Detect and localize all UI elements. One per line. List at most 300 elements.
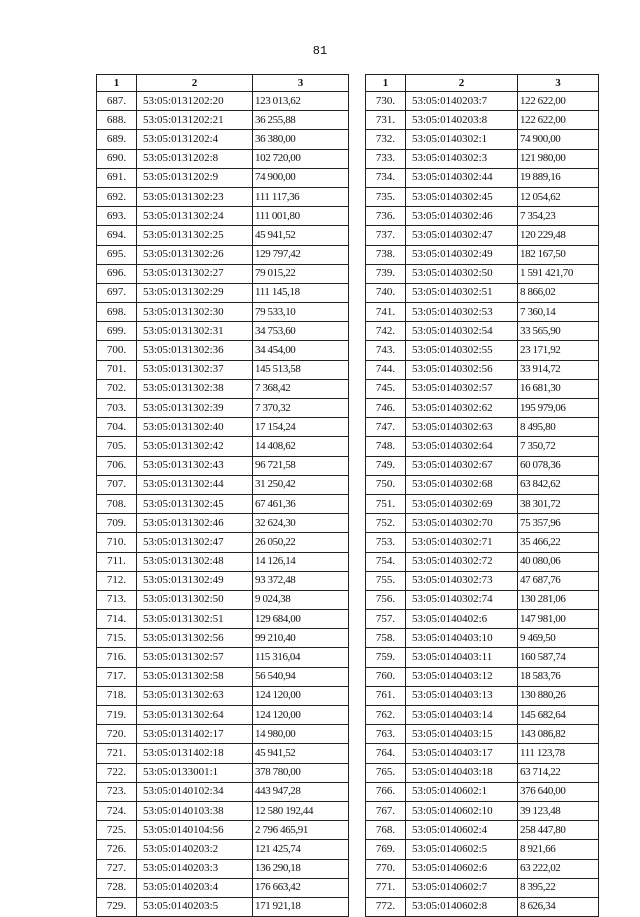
cadastral-number: 53:05:0140203:4	[137, 878, 253, 897]
cadastral-number: 53:05:0140403:18	[406, 763, 518, 782]
table-row	[366, 821, 599, 840]
row-number: 707.	[97, 475, 137, 494]
row-number: 718.	[97, 686, 137, 705]
cadastral-number: 53:05:0131302:46	[137, 514, 253, 533]
table-row	[366, 303, 599, 322]
table-row	[97, 552, 349, 571]
cadastral-number: 53:05:0140403:13	[406, 686, 518, 705]
cost-value: 18 583,76	[518, 667, 599, 686]
row-number: 754.	[366, 552, 406, 571]
cadastral-number: 53:05:0131302:49	[137, 571, 253, 590]
table-row	[366, 725, 599, 744]
table-row	[97, 111, 349, 130]
cost-value: 60 078,36	[518, 456, 599, 475]
cost-value: 17 154,24	[253, 418, 349, 437]
row-number: 704.	[97, 418, 137, 437]
cost-value: 34 753,60	[253, 322, 349, 341]
row-number: 687.	[97, 92, 137, 111]
cost-value: 145 513,58	[253, 360, 349, 379]
cost-value: 47 687,76	[518, 571, 599, 590]
row-number: 755.	[366, 571, 406, 590]
row-number: 716.	[97, 648, 137, 667]
cadastral-number: 53:05:0140302:68	[406, 475, 518, 494]
row-number: 735.	[366, 187, 406, 206]
header-row	[97, 75, 349, 92]
cadastral-number: 53:05:0140102:34	[137, 782, 253, 801]
cadastral-number: 53:05:0131302:48	[137, 552, 253, 571]
cadastral-number: 53:05:0140104:56	[137, 821, 253, 840]
cadastral-number: 53:05:0140302:72	[406, 552, 518, 571]
table-row	[366, 552, 599, 571]
row-number: 714.	[97, 610, 137, 629]
table-row	[366, 187, 599, 206]
cadastral-number: 53:05:0131302:58	[137, 667, 253, 686]
cadastral-number: 53:05:0140302:64	[406, 437, 518, 456]
cost-value: 145 682,64	[518, 706, 599, 725]
table-row	[366, 379, 599, 398]
table-row	[366, 130, 599, 149]
row-number: 734.	[366, 168, 406, 187]
table-row	[97, 360, 349, 379]
header-col-2: 2	[406, 75, 518, 92]
cost-value: 33 565,90	[518, 322, 599, 341]
table-row	[97, 533, 349, 552]
cadastral-number: 53:05:0131402:17	[137, 725, 253, 744]
table-row	[366, 149, 599, 168]
cadastral-number: 53:05:0140302:69	[406, 494, 518, 513]
row-number: 728.	[97, 878, 137, 897]
cost-value: 12 580 192,44	[253, 801, 349, 820]
cadastral-number: 53:05:0140302:46	[406, 207, 518, 226]
cadastral-number: 53:05:0140302:74	[406, 590, 518, 609]
row-number: 761.	[366, 686, 406, 705]
row-number: 731.	[366, 111, 406, 130]
cost-value: 111 123,78	[518, 744, 599, 763]
cadastral-number: 53:05:0140602:7	[406, 878, 518, 897]
table-row	[366, 590, 599, 609]
cadastral-number: 53:05:0131302:31	[137, 322, 253, 341]
cadastral-number: 53:05:0140302:73	[406, 571, 518, 590]
cadastral-number: 53:05:0131302:25	[137, 226, 253, 245]
row-number: 710.	[97, 533, 137, 552]
row-number: 730.	[366, 92, 406, 111]
table-row	[97, 92, 349, 111]
row-number: 690.	[97, 149, 137, 168]
cadastral-number: 53:05:0131302:44	[137, 475, 253, 494]
cost-value: 74 900,00	[518, 130, 599, 149]
row-number: 699.	[97, 322, 137, 341]
cadastral-number: 53:05:0140302:57	[406, 379, 518, 398]
cadastral-number: 53:05:0140203:5	[137, 897, 253, 916]
table-row	[366, 648, 599, 667]
row-number: 692.	[97, 187, 137, 206]
cost-value: 75 357,96	[518, 514, 599, 533]
cadastral-number: 53:05:0140302:47	[406, 226, 518, 245]
cost-value: 36 380,00	[253, 130, 349, 149]
table-row	[97, 475, 349, 494]
table-row	[97, 686, 349, 705]
cadastral-number: 53:05:0131202:20	[137, 92, 253, 111]
table-row	[366, 456, 599, 475]
cadastral-number: 53:05:0140602:10	[406, 801, 518, 820]
row-number: 764.	[366, 744, 406, 763]
row-number: 748.	[366, 437, 406, 456]
row-number: 693.	[97, 207, 137, 226]
cost-value: 7 354,23	[518, 207, 599, 226]
table-row	[97, 264, 349, 283]
cadastral-number: 53:05:0131302:43	[137, 456, 253, 475]
row-number: 768.	[366, 821, 406, 840]
table-row	[366, 744, 599, 763]
cost-value: 123 013,62	[253, 92, 349, 111]
cost-value: 115 316,04	[253, 648, 349, 667]
table-row	[97, 610, 349, 629]
header-col-3: 3	[518, 75, 599, 92]
cost-value: 160 587,74	[518, 648, 599, 667]
cost-value: 45 941,52	[253, 744, 349, 763]
cadastral-number: 53:05:0140302:55	[406, 341, 518, 360]
cost-value: 40 080,06	[518, 552, 599, 571]
header-col-2: 2	[137, 75, 253, 92]
row-number: 772.	[366, 897, 406, 916]
cost-value: 120 229,48	[518, 226, 599, 245]
cadastral-number: 53:05:0140203:2	[137, 840, 253, 859]
row-number: 758.	[366, 629, 406, 648]
row-number: 740.	[366, 283, 406, 302]
row-number: 701.	[97, 360, 137, 379]
cadastral-number: 53:05:0140302:71	[406, 533, 518, 552]
header-col-1: 1	[366, 75, 406, 92]
cost-value: 130 281,06	[518, 590, 599, 609]
cadastral-number: 53:05:0140403:14	[406, 706, 518, 725]
row-number: 746.	[366, 399, 406, 418]
cost-value: 122 622,00	[518, 92, 599, 111]
cadastral-number: 53:05:0140602:6	[406, 859, 518, 878]
row-number: 759.	[366, 648, 406, 667]
row-number: 703.	[97, 399, 137, 418]
cadastral-number: 53:05:0131302:39	[137, 399, 253, 418]
row-number: 760.	[366, 667, 406, 686]
table-row	[366, 360, 599, 379]
row-number: 721.	[97, 744, 137, 763]
table-row	[366, 840, 599, 859]
cadastral-number: 53:05:0131302:26	[137, 245, 253, 264]
cost-value: 38 301,72	[518, 494, 599, 513]
row-number: 767.	[366, 801, 406, 820]
table-row	[366, 245, 599, 264]
row-number: 713.	[97, 590, 137, 609]
table-row	[366, 571, 599, 590]
row-number: 744.	[366, 360, 406, 379]
row-number: 688.	[97, 111, 137, 130]
table-row	[97, 187, 349, 206]
cost-value: 99 210,40	[253, 629, 349, 648]
cadastral-number: 53:05:0140302:54	[406, 322, 518, 341]
cost-value: 93 372,48	[253, 571, 349, 590]
table-row	[97, 590, 349, 609]
cost-value: 96 721,58	[253, 456, 349, 475]
cost-value: 35 466,22	[518, 533, 599, 552]
row-number: 694.	[97, 226, 137, 245]
row-number: 745.	[366, 379, 406, 398]
row-number: 712.	[97, 571, 137, 590]
row-number: 756.	[366, 590, 406, 609]
cost-value: 63 842,62	[518, 475, 599, 494]
table-row	[97, 648, 349, 667]
row-number: 717.	[97, 667, 137, 686]
table-row	[366, 859, 599, 878]
row-number: 719.	[97, 706, 137, 725]
cadastral-number: 53:05:0131302:57	[137, 648, 253, 667]
row-number: 765.	[366, 763, 406, 782]
row-number: 727.	[97, 859, 137, 878]
cost-value: 67 461,36	[253, 494, 349, 513]
cost-value: 8 866,02	[518, 283, 599, 302]
cost-value: 129 684,00	[253, 610, 349, 629]
table-row	[366, 494, 599, 513]
cadastral-number: 53:05:0140203:8	[406, 111, 518, 130]
cost-value: 14 408,62	[253, 437, 349, 456]
cost-value: 9 024,38	[253, 590, 349, 609]
row-number: 723.	[97, 782, 137, 801]
cadastral-number: 53:05:0131302:40	[137, 418, 253, 437]
cost-value: 8 395,22	[518, 878, 599, 897]
row-number: 715.	[97, 629, 137, 648]
table-row	[97, 821, 349, 840]
page-number: 81	[312, 44, 328, 58]
cost-value: 122 622,00	[518, 111, 599, 130]
table-row	[366, 801, 599, 820]
header-row	[366, 75, 599, 92]
table-row	[97, 629, 349, 648]
table-row	[366, 514, 599, 533]
table-row	[366, 437, 599, 456]
table-row	[97, 706, 349, 725]
cadastral-number: 53:05:0140403:17	[406, 744, 518, 763]
table-row	[97, 571, 349, 590]
cost-value: 129 797,42	[253, 245, 349, 264]
cost-value: 23 171,92	[518, 341, 599, 360]
row-number: 739.	[366, 264, 406, 283]
row-number: 732.	[366, 130, 406, 149]
cadastral-number: 53:05:0131202:4	[137, 130, 253, 149]
cost-value: 7 350,72	[518, 437, 599, 456]
row-number: 706.	[97, 456, 137, 475]
row-number: 769.	[366, 840, 406, 859]
row-number: 751.	[366, 494, 406, 513]
cost-value: 45 941,52	[253, 226, 349, 245]
cost-value: 32 624,30	[253, 514, 349, 533]
row-number: 725.	[97, 821, 137, 840]
cadastral-number: 53:05:0140302:56	[406, 360, 518, 379]
table-row	[366, 629, 599, 648]
row-number: 691.	[97, 168, 137, 187]
row-number: 697.	[97, 283, 137, 302]
cost-value: 147 981,00	[518, 610, 599, 629]
table-row	[97, 514, 349, 533]
table-row	[366, 533, 599, 552]
row-number: 705.	[97, 437, 137, 456]
cadastral-number: 53:05:0140403:15	[406, 725, 518, 744]
table-row	[97, 379, 349, 398]
cost-value: 8 495,80	[518, 418, 599, 437]
cost-value: 7 368,42	[253, 379, 349, 398]
right-table	[365, 74, 599, 917]
row-number: 743.	[366, 341, 406, 360]
cadastral-number: 53:05:0140302:49	[406, 245, 518, 264]
cost-value: 74 900,00	[253, 168, 349, 187]
cost-value: 7 360,14	[518, 303, 599, 322]
cost-value: 39 123,48	[518, 801, 599, 820]
table-row	[97, 859, 349, 878]
cadastral-number: 53:05:0140602:5	[406, 840, 518, 859]
table-row	[366, 283, 599, 302]
cost-value: 79 533,10	[253, 303, 349, 322]
table-row	[97, 322, 349, 341]
table-row	[97, 667, 349, 686]
cost-value: 79 015,22	[253, 264, 349, 283]
row-number: 766.	[366, 782, 406, 801]
row-number: 729.	[97, 897, 137, 916]
cadastral-number: 53:05:0140402:6	[406, 610, 518, 629]
row-number: 749.	[366, 456, 406, 475]
cost-value: 124 120,00	[253, 686, 349, 705]
header-col-1: 1	[97, 75, 137, 92]
cadastral-number: 53:05:0131302:27	[137, 264, 253, 283]
table-row	[366, 782, 599, 801]
cadastral-number: 53:05:0140302:67	[406, 456, 518, 475]
cost-value: 102 720,00	[253, 149, 349, 168]
row-number: 757.	[366, 610, 406, 629]
cadastral-number: 53:05:0131302:23	[137, 187, 253, 206]
cost-value: 14 980,00	[253, 725, 349, 744]
cost-value: 124 120,00	[253, 706, 349, 725]
cadastral-number: 53:05:0140403:11	[406, 648, 518, 667]
table-row	[97, 149, 349, 168]
header-col-3: 3	[253, 75, 349, 92]
cadastral-number: 53:05:0131302:24	[137, 207, 253, 226]
table-row	[366, 667, 599, 686]
cadastral-number: 53:05:0140302:44	[406, 168, 518, 187]
cost-value: 182 167,50	[518, 245, 599, 264]
cost-value: 34 454,00	[253, 341, 349, 360]
table-row	[366, 168, 599, 187]
cost-value: 9 469,50	[518, 629, 599, 648]
row-number: 770.	[366, 859, 406, 878]
cadastral-number: 53:05:0140203:7	[406, 92, 518, 111]
cost-value: 19 889,16	[518, 168, 599, 187]
table-row	[97, 303, 349, 322]
cost-value: 121 980,00	[518, 149, 599, 168]
row-number: 726.	[97, 840, 137, 859]
table-row	[97, 897, 349, 916]
left-table-body	[97, 92, 349, 917]
table-row	[366, 878, 599, 897]
row-number: 720.	[97, 725, 137, 744]
cost-value: 195 979,06	[518, 399, 599, 418]
row-number: 736.	[366, 207, 406, 226]
cost-value: 111 117,36	[253, 187, 349, 206]
cadastral-number: 53:05:0131402:18	[137, 744, 253, 763]
cost-value: 258 447,80	[518, 821, 599, 840]
row-number: 733.	[366, 149, 406, 168]
table-row	[97, 399, 349, 418]
cadastral-number: 53:05:0140302:50	[406, 264, 518, 283]
row-number: 724.	[97, 801, 137, 820]
table-row	[366, 706, 599, 725]
cost-value: 378 780,00	[253, 763, 349, 782]
cost-value: 56 540,94	[253, 667, 349, 686]
table-row	[97, 744, 349, 763]
cost-value: 26 050,22	[253, 533, 349, 552]
cadastral-number: 53:05:0140302:1	[406, 130, 518, 149]
cadastral-number: 53:05:0131302:36	[137, 341, 253, 360]
cadastral-number: 53:05:0131302:37	[137, 360, 253, 379]
table-row	[97, 840, 349, 859]
cost-value: 12 054,62	[518, 187, 599, 206]
cost-value: 443 947,28	[253, 782, 349, 801]
table-row	[97, 763, 349, 782]
cadastral-number: 53:05:0131202:21	[137, 111, 253, 130]
cadastral-number: 53:05:0131302:47	[137, 533, 253, 552]
table-row	[366, 111, 599, 130]
cost-value: 36 255,88	[253, 111, 349, 130]
cadastral-number: 53:05:0140602:8	[406, 897, 518, 916]
cadastral-number: 53:05:0140302:63	[406, 418, 518, 437]
table-row	[97, 418, 349, 437]
table-row	[97, 725, 349, 744]
row-number: 738.	[366, 245, 406, 264]
table-row	[366, 763, 599, 782]
table-row	[366, 92, 599, 111]
row-number: 750.	[366, 475, 406, 494]
cadastral-number: 53:05:0131302:64	[137, 706, 253, 725]
left-table	[96, 74, 349, 917]
row-number: 753.	[366, 533, 406, 552]
table-row	[97, 283, 349, 302]
cadastral-number: 53:05:0131202:9	[137, 168, 253, 187]
cost-value: 121 425,74	[253, 840, 349, 859]
cadastral-number: 53:05:0131302:29	[137, 283, 253, 302]
right-table-body	[366, 92, 599, 917]
cadastral-number: 53:05:0140602:4	[406, 821, 518, 840]
cost-value: 8 921,66	[518, 840, 599, 859]
row-number: 698.	[97, 303, 137, 322]
row-number: 741.	[366, 303, 406, 322]
cadastral-number: 53:05:0131202:8	[137, 149, 253, 168]
cost-value: 1 591 421,70	[518, 264, 599, 283]
row-number: 747.	[366, 418, 406, 437]
row-number: 711.	[97, 552, 137, 571]
table-row	[366, 418, 599, 437]
cost-value: 171 921,18	[253, 897, 349, 916]
cost-value: 63 222,02	[518, 859, 599, 878]
table-row	[97, 168, 349, 187]
cost-value: 14 126,14	[253, 552, 349, 571]
cadastral-number: 53:05:0140302:62	[406, 399, 518, 418]
cadastral-number: 53:05:0140302:51	[406, 283, 518, 302]
row-number: 700.	[97, 341, 137, 360]
cadastral-number: 53:05:0140403:12	[406, 667, 518, 686]
row-number: 771.	[366, 878, 406, 897]
cost-value: 376 640,00	[518, 782, 599, 801]
cadastral-number: 53:05:0140302:3	[406, 149, 518, 168]
cadastral-number: 53:05:0131302:51	[137, 610, 253, 629]
table-row	[97, 226, 349, 245]
cadastral-number: 53:05:0131302:45	[137, 494, 253, 513]
cadastral-number: 53:05:0140302:45	[406, 187, 518, 206]
table-row	[97, 801, 349, 820]
